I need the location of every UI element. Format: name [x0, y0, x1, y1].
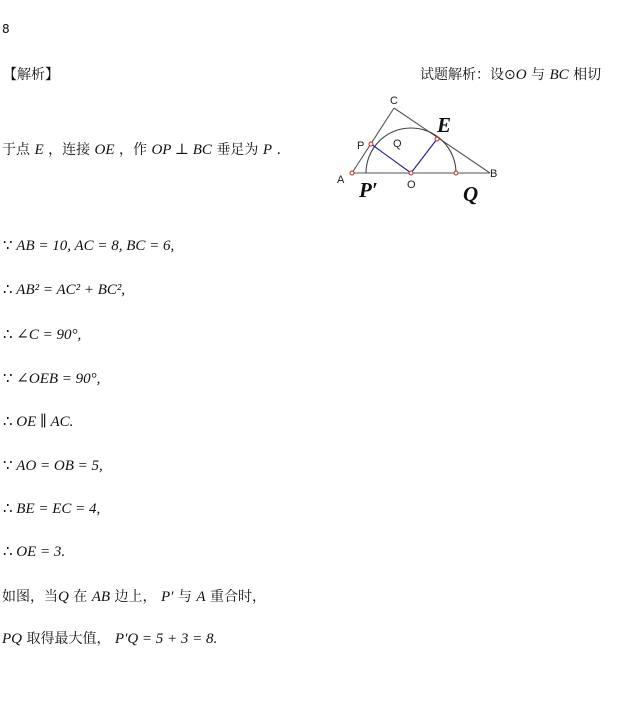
label-e: E — [437, 113, 452, 137]
intro-v4: P — [262, 142, 273, 158]
step-1 — [3, 236, 174, 255]
intro-line — [2, 139, 281, 159]
label-p-prime: P′ — [359, 178, 378, 202]
intro-v1: E — [34, 142, 44, 158]
section-label: 【解析】 — [3, 67, 59, 83]
point-q-bottom — [454, 171, 458, 175]
tangent-segment: BC — [549, 67, 569, 83]
circle-name: O — [515, 67, 527, 83]
label-a: A — [337, 174, 345, 186]
intro-t3: ，作 — [114, 142, 152, 158]
c1-t4: 与 — [173, 589, 197, 605]
c1-v4: A — [196, 589, 206, 605]
step-symbol: ∴ — [3, 327, 13, 343]
label-p: P — [357, 140, 365, 152]
step-expr: ∠C = 90°, — [16, 327, 82, 343]
step-symbol: ∵ — [3, 458, 13, 474]
step-expr: OE ∥ AC. — [16, 414, 74, 430]
step-symbol: ∴ — [3, 414, 13, 430]
point-p — [369, 142, 373, 146]
label-o: O — [407, 179, 416, 191]
geometry-figure — [333, 92, 503, 207]
step-3 — [3, 325, 81, 344]
step-4 — [3, 369, 100, 388]
point-o — [409, 171, 413, 175]
step-symbol: ∴ — [3, 282, 13, 298]
step-symbol: ∵ — [3, 238, 13, 254]
label-b: B — [490, 168, 498, 180]
label-q-bottom: Q — [463, 182, 479, 206]
intro-t4: 垂足为 — [211, 142, 263, 158]
c2-t1: 取得最大值， — [22, 631, 115, 647]
step-6 — [3, 456, 103, 475]
step-expr: OE = 3. — [16, 544, 66, 560]
c1-v3: P′ — [160, 589, 174, 605]
intro-t5: . — [272, 142, 281, 158]
conclusion-line-1 — [2, 586, 266, 606]
c1-t3: 边上， — [110, 589, 161, 605]
step-8 — [3, 542, 65, 561]
conclusion-line-2 — [2, 628, 217, 648]
intro-v3: OP ⊥ BC — [151, 142, 212, 158]
c1-v1: Q — [58, 589, 69, 605]
header-prefix: 试题解析：设 — [420, 67, 504, 83]
header-right-text — [420, 64, 601, 84]
step-symbol: ∴ — [3, 501, 13, 517]
step-expr: AB = 10, AC = 8, BC = 6, — [16, 238, 175, 254]
intro-t2: ，连接 — [43, 142, 95, 158]
c1-t1: 如图，当 — [2, 589, 58, 605]
c2-v1: PQ — [2, 631, 22, 647]
problem-number: 8 — [2, 22, 10, 36]
step-expr: ∠OEB = 90°, — [16, 371, 101, 387]
header-suffix: 相切 — [568, 67, 602, 83]
point-a — [350, 171, 354, 175]
step-expr: AO = OB = 5, — [16, 458, 103, 474]
header-mid: 与 — [526, 67, 550, 83]
step-expr: BE = EC = 4, — [16, 501, 101, 517]
label-q-inner: Q — [393, 138, 402, 150]
segment-oq — [411, 139, 437, 173]
step-symbol: ∵ — [3, 371, 13, 387]
point-e — [435, 137, 439, 141]
step-7 — [3, 499, 100, 518]
intro-t1: 于点 — [2, 142, 35, 158]
circle-symbol: ⊙ — [504, 67, 516, 83]
c1-v2: AB — [91, 589, 111, 605]
step-2 — [3, 280, 125, 299]
step-5 — [3, 412, 73, 431]
c1-t2: 在 — [68, 589, 92, 605]
label-c: C — [390, 95, 398, 107]
c1-t5: 重合时， — [205, 589, 266, 605]
c2-v2: P′Q = 5 + 3 = 8. — [114, 631, 218, 647]
step-symbol: ∴ — [3, 544, 13, 560]
intro-v2: OE — [94, 142, 115, 158]
step-expr: AB² = AC² + BC², — [16, 282, 126, 298]
segment-pq — [371, 144, 411, 173]
